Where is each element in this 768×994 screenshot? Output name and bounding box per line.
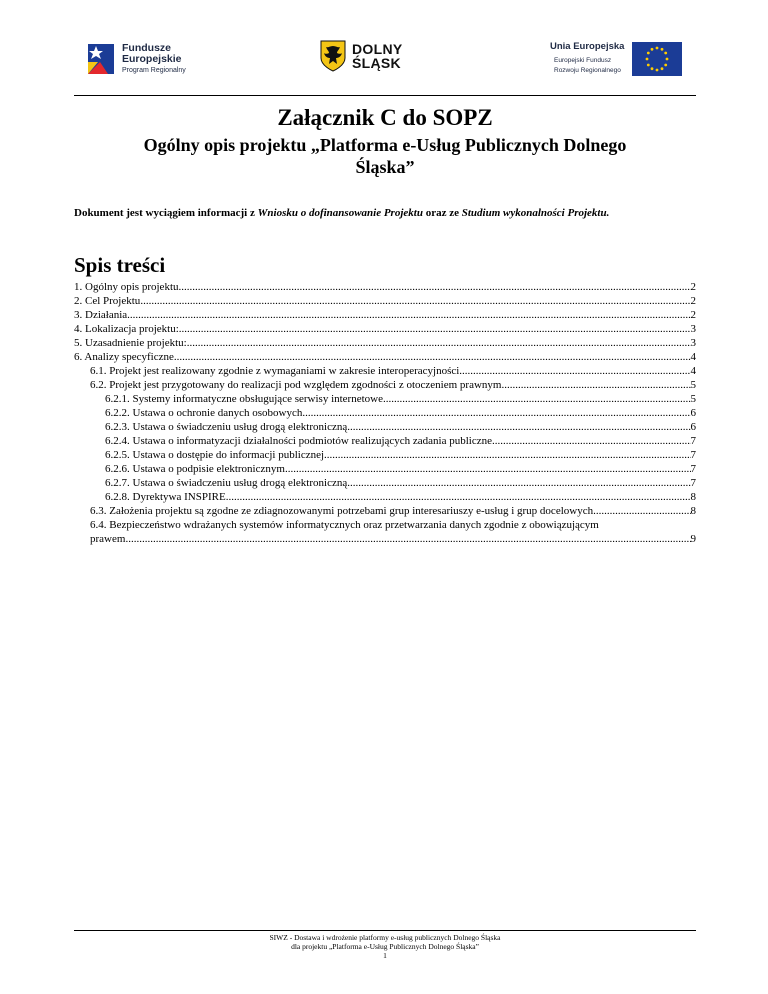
toc-entry[interactable] [74,476,696,490]
toc-entry-page: 7 [690,463,696,475]
toc-entry-page: 5 [690,393,696,405]
toc-entry[interactable] [74,462,696,476]
toc-entry-label: 2. Cel Projektu [74,295,141,307]
document-title: Załącznik C do SOPZ [277,105,493,130]
toc-entry-page: 3 [690,323,696,335]
ds-logo-line2: ŚLĄSK [352,55,401,71]
toc-entry-label: 6. Analizy specyficzne [74,351,174,363]
toc-entry-label: 6.2. Projekt jest przygotowany do realizacji pod względem zgodności z otoczeniem prawnym [90,379,502,391]
toc-dot-leader [140,294,690,308]
toc-entry-page: 4 [690,351,696,363]
toc-dot-leader [347,420,690,434]
toc-dot-leader [125,532,690,546]
toc-dot-leader [226,490,691,504]
dolny-slask-logo [320,40,403,72]
toc-entry-page: 5 [690,379,696,391]
toc-entry[interactable] [74,420,696,434]
toc-entry[interactable] [74,518,696,546]
note-text-2: oraz ze [422,207,462,219]
toc-dot-leader [187,336,691,350]
toc-entry-page: 4 [690,365,696,377]
fe-logo-line2: Europejskie [122,52,182,65]
toc-dot-leader [501,378,690,392]
footer-page-number: 1 [383,951,387,960]
toc-dot-leader [492,434,691,448]
document-subtitle: Ogólny opis projektu „Platforma e-Usług Publicznych Dolnego Śląska” [143,135,627,177]
document-note [74,206,696,220]
toc-entry-label: 6.2.5. Ustawa o dostępie do informacji publicznej [105,449,325,461]
toc-heading: Spis treści [74,253,166,277]
toc-entry-label: 6.3. Założenia projektu są zgodne ze zdiagnozowanymi potrzebami grup interesariuszy e-usług i grup docelowych [90,505,594,517]
fe-logo-line3: Program Regionalny [122,66,186,74]
unia-europejska-logo [550,42,682,76]
footer-line2: dla projektu „Platforma e-Usług Publicznych Dolnego Śląska” [291,942,479,951]
toc-entry-page: 3 [690,337,696,349]
toc-dot-leader [383,392,691,406]
toc-entry-label: 6.2.7. Ustawa o świadczeniu usług drogą elektroniczną [105,477,348,489]
toc-entry[interactable] [74,434,696,448]
toc-entry[interactable] [74,280,696,294]
toc-dot-leader [302,406,690,420]
toc-dot-leader [179,322,691,336]
toc-dot-leader [324,448,690,462]
footer-line1: SIWZ - Dostawa i wdrożenie platformy e-usług publicznych Dolnego Śląska [269,933,501,942]
footer-divider [74,930,696,931]
toc-entry-page: 8 [690,491,696,503]
toc-entry[interactable] [74,504,696,518]
toc-entry-label-line1: 6.4. Bezpieczeństwo wdrażanych systemów informatycznych oraz przetwarzania danych zgodnie z obowiązującym [90,519,599,531]
toc-entry[interactable] [74,392,696,406]
toc-entry-page: 2 [690,281,696,293]
fe-logo-line1: Fundusze [122,41,171,54]
toc-entry[interactable] [74,448,696,462]
toc-entry[interactable] [74,336,696,350]
fundusze-europejskie-logo [86,42,186,76]
toc-entry-label: 5. Uzasadnienie projektu: [74,337,187,349]
toc-entry-page: 2 [690,295,696,307]
header-divider [74,95,696,96]
eu-flag-icon [632,42,682,76]
toc-entry-page: 7 [690,449,696,461]
toc-entry-label-line2: prawem [90,533,126,545]
toc-entry-label: 1. Ogólny opis projektu [74,281,179,293]
toc-entry[interactable] [74,322,696,336]
toc-entry-label: 6.1. Projekt jest realizowany zgodnie z wymaganiami w zakresie interoperacyjności [90,365,460,377]
toc-entry[interactable] [74,406,696,420]
toc-entry-page: 9 [690,533,696,545]
toc-dot-leader [174,350,691,364]
toc-entry-label: 3. Działania [74,309,128,321]
page-footer [74,933,696,960]
ds-logo-line1: DOLNY [352,41,403,57]
toc-entry[interactable] [74,378,696,392]
toc-dot-leader [593,504,690,518]
fe-flag-icon [86,42,116,76]
toc-dot-leader [179,280,691,294]
toc-entry[interactable] [74,364,696,378]
toc-entry-page: 6 [690,421,696,433]
toc-entry-label: 6.2.6. Ustawa o podpisie elektronicznym [105,463,285,475]
ue-logo-line3: Rozwoju Regionalnego [554,67,621,74]
note-text-1: Dokument jest wyciągiem informacji z [74,207,258,219]
toc-dot-leader [285,462,691,476]
toc-entry-label: 6.2.1. Systemy informatyczne obsługujące serwisy internetowe [105,393,383,405]
eagle-crest-icon [320,40,346,72]
header-logos [74,38,696,84]
toc-entry[interactable] [74,308,696,322]
toc-entry-page: 2 [690,309,696,321]
toc-entry-label: 6.2.2. Ustawa o ochronie danych osobowych [105,407,303,419]
toc-entry[interactable] [74,294,696,308]
ue-logo-line1: Unia Europejska [550,41,625,52]
toc-entry-label: 4. Lokalizacja projektu: [74,323,179,335]
toc-entry-page: 8 [690,505,696,517]
ue-logo-line2: Europejski Fundusz [554,57,612,64]
toc-entry-label: 6.2.3. Ustawa o świadczeniu usług drogą elektroniczną [105,421,348,433]
toc-entry[interactable] [74,350,696,364]
toc-entry-page: 7 [690,477,696,489]
toc-entry-page: 7 [690,435,696,447]
toc-entry-label: 6.2.4. Ustawa o informatyzacji działalności podmiotów realizujących zadania publiczne [105,435,492,447]
note-italic-2: Studium wykonalności Projektu. [461,207,610,219]
toc-entry-label: 6.2.8. Dyrektywa INSPIRE [105,491,226,503]
note-italic-1: Wniosku o dofinansowanie Projektu [257,207,423,219]
toc-dot-leader [347,476,690,490]
toc-entry-page: 6 [690,407,696,419]
toc-entry[interactable] [74,490,696,504]
toc-dot-leader [127,308,690,322]
toc-dot-leader [459,364,690,378]
table-of-contents [74,280,696,546]
